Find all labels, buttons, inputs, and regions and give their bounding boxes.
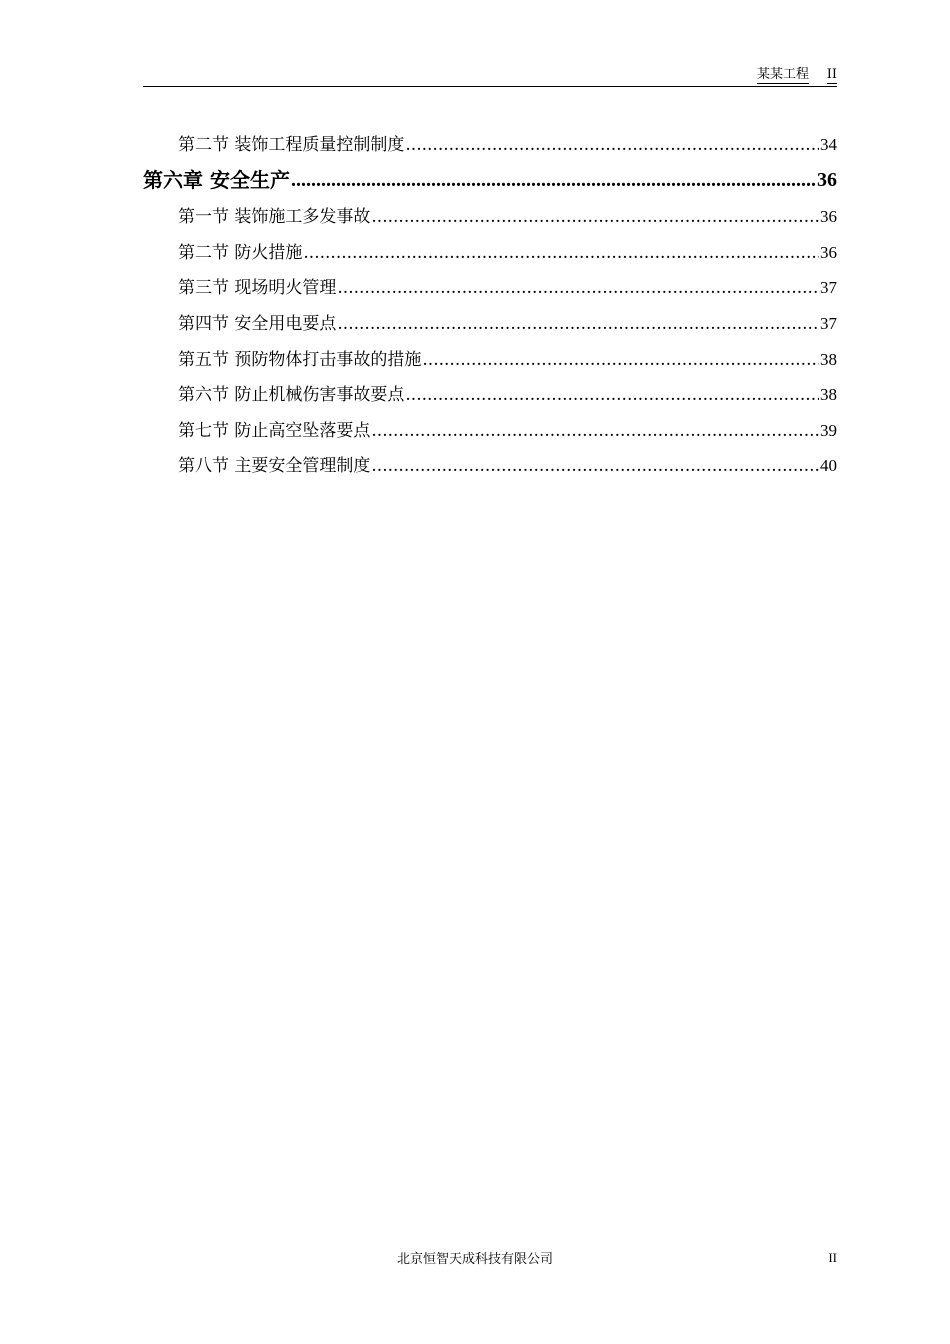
footer-page-number: II bbox=[828, 1250, 837, 1265]
header-page-number: II bbox=[826, 67, 837, 82]
toc-leader-dots bbox=[405, 132, 819, 158]
header-title: 某某工程 bbox=[756, 67, 809, 82]
toc-entry-page: 34 bbox=[820, 134, 837, 154]
toc-entry[interactable] bbox=[143, 337, 837, 373]
toc-leader-dots bbox=[371, 453, 819, 479]
toc-entry-label: 第六节 防止机械伤害事故要点 bbox=[178, 385, 405, 406]
toc-entry[interactable] bbox=[143, 230, 837, 266]
toc-entry-page: 40 bbox=[820, 456, 837, 476]
toc-leader-dots bbox=[337, 275, 819, 301]
toc-entry[interactable] bbox=[143, 122, 837, 158]
toc-entry-page: 36 bbox=[820, 242, 837, 262]
toc-leader-dots bbox=[371, 204, 819, 230]
toc-leader-dots bbox=[303, 240, 819, 266]
toc-leader-dots bbox=[337, 311, 819, 337]
page-header bbox=[143, 64, 837, 87]
toc-leader-dots bbox=[422, 347, 819, 373]
toc-entry[interactable] bbox=[143, 301, 837, 337]
toc-leader-dots bbox=[291, 165, 816, 195]
toc-chapter-label: 第六章 安全生产 bbox=[143, 167, 290, 192]
toc-leader-dots bbox=[405, 382, 819, 408]
toc-entry-label: 第八节 主要安全管理制度 bbox=[178, 456, 371, 477]
toc-entry-label: 第二节 装饰工程质量控制制度 bbox=[178, 134, 405, 155]
toc-entry-label: 第四节 安全用电要点 bbox=[178, 313, 337, 334]
toc-entry[interactable] bbox=[143, 408, 837, 444]
toc-leader-dots bbox=[371, 418, 819, 444]
toc-entry-page: 36 bbox=[820, 207, 837, 227]
toc-entry[interactable] bbox=[143, 373, 837, 409]
toc-entry-label: 第二节 防火措施 bbox=[178, 242, 303, 263]
toc-entry-page: 38 bbox=[820, 349, 837, 369]
table-of-contents bbox=[143, 122, 837, 479]
toc-entry-page: 37 bbox=[820, 313, 837, 333]
toc-entry-page: 37 bbox=[820, 278, 837, 298]
toc-entry-label: 第七节 防止高空坠落要点 bbox=[178, 420, 371, 441]
toc-entry-label: 第一节 装饰施工多发事故 bbox=[178, 207, 371, 228]
footer-company-name: 北京恒智天成科技有限公司 bbox=[396, 1252, 553, 1267]
toc-entry-label: 第三节 现场明火管理 bbox=[178, 278, 337, 299]
toc-chapter-page: 36 bbox=[817, 168, 837, 191]
toc-entry-page: 39 bbox=[820, 420, 837, 440]
toc-entry-label: 第五节 预防物体打击事故的措施 bbox=[178, 349, 422, 370]
toc-entry[interactable] bbox=[143, 195, 837, 231]
toc-entry-page: 38 bbox=[820, 385, 837, 405]
toc-chapter-entry[interactable] bbox=[143, 158, 837, 195]
toc-entry[interactable] bbox=[143, 444, 837, 480]
toc-entry[interactable] bbox=[143, 266, 837, 302]
